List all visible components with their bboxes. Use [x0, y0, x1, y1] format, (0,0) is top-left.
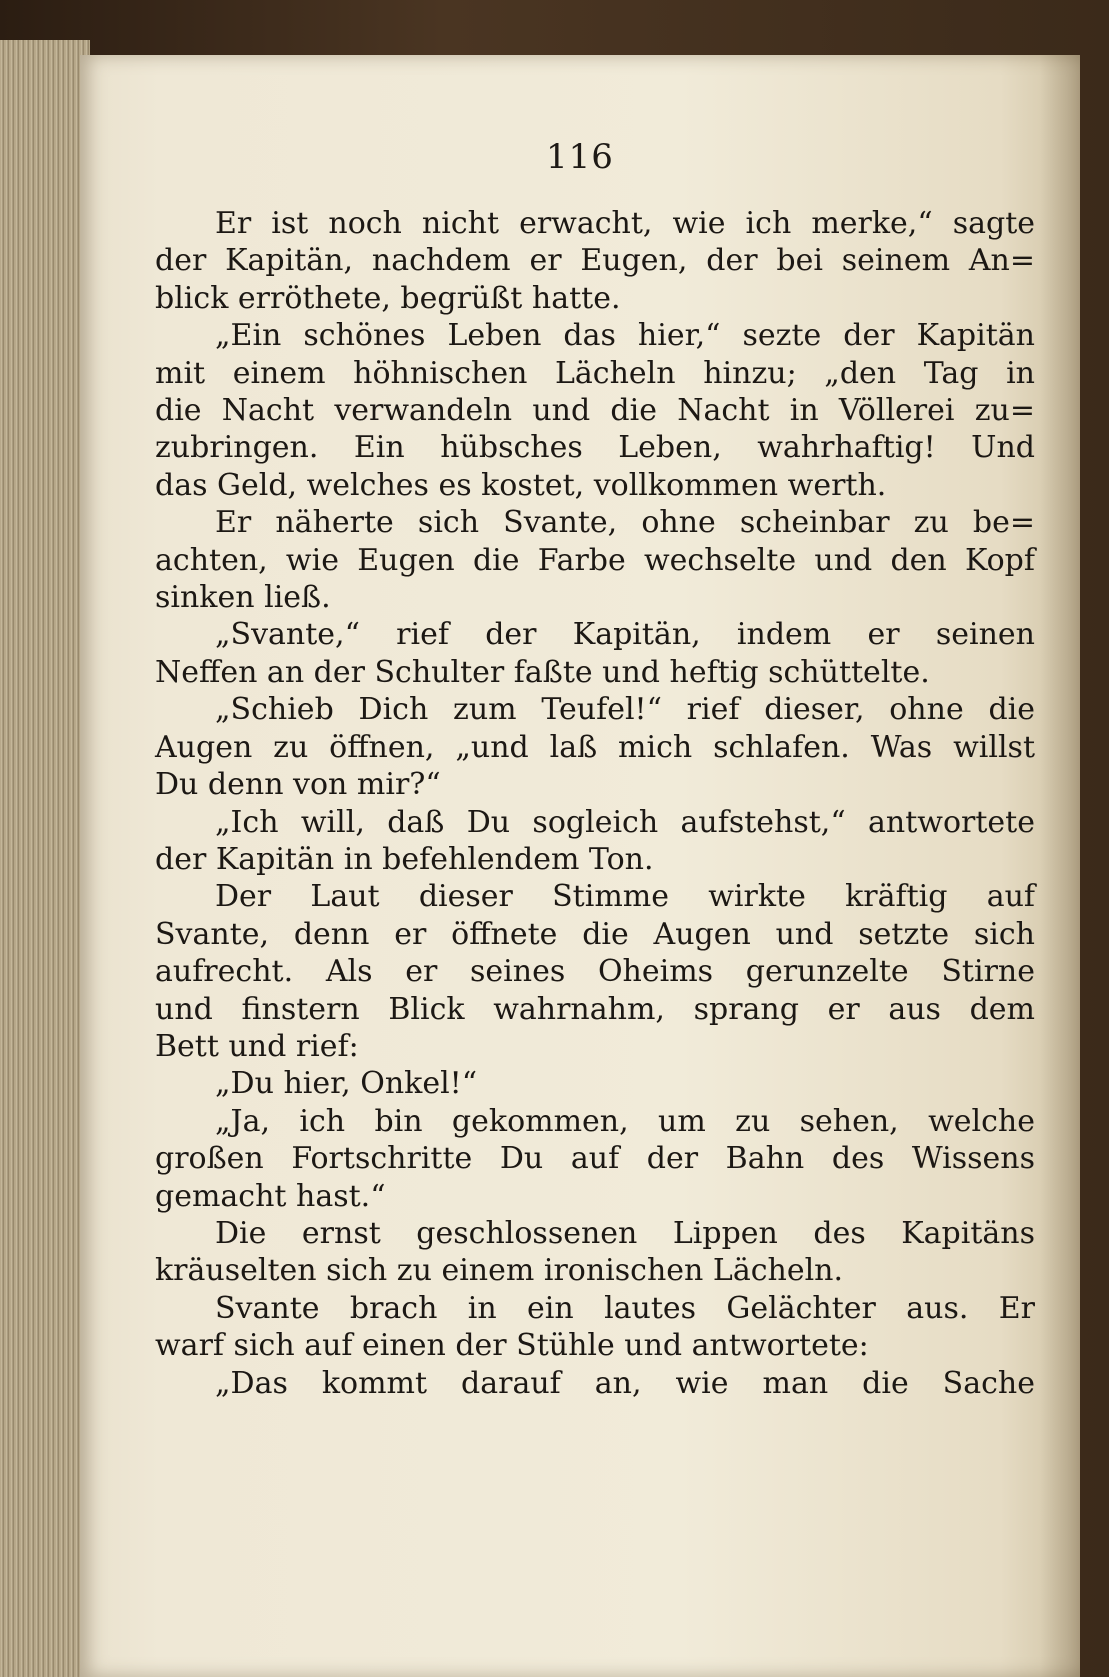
text-line: Svante, denn er öffnete die Augen und setzte sich [155, 916, 1035, 952]
text-line: „Ja, ich bin gekommen, um zu sehen, welche [215, 1103, 1035, 1139]
text-line: großen Fortschritte Du auf der Bahn des Wissens [155, 1141, 1035, 1177]
text-line: Svante brach in ein lautes Gelächter aus. Er [215, 1290, 1035, 1326]
text-line: Der Laut dieser Stimme wirkte kräftig auf [215, 879, 1035, 915]
text-line: der Kapitän in befehlendem Ton. [155, 841, 654, 877]
text-line: Augen zu öffnen, „und laß mich schlafen. Was willst [155, 729, 1035, 765]
text-line: die Nacht verwandeln und die Nacht in Völlerei zu= [155, 393, 1035, 429]
text-line: und finstern Blick wahrnahm, sprang er aus dem [155, 991, 1035, 1027]
text-line: sinken ließ. [155, 580, 331, 616]
text-line: gemacht hast.“ [155, 1178, 386, 1214]
text-line: mit einem höhnischen Lächeln hinzu; „den Tag in [155, 355, 1035, 391]
text-line: „Ich will, daß Du sogleich aufstehst,“ antwortete [215, 804, 1035, 840]
text-line: „Svante,“ rief der Kapitän, indem er seinen [215, 617, 1035, 653]
page-number: 116 [546, 137, 614, 177]
text-line: Er näherte sich Svante, ohne scheinbar zu be= [215, 505, 1035, 541]
page-edges [0, 40, 90, 1677]
page-text [155, 205, 1035, 1402]
text-line: aufrecht. Als er seines Oheims gerunzelte Stirne [155, 954, 1035, 990]
text-line: blick erröthete, begrüßt hatte. [155, 280, 621, 316]
text-line: Du denn von mir?“ [155, 767, 441, 803]
gutter-shadow [1040, 55, 1080, 1677]
text-line: zubringen. Ein hübsches Leben, wahrhaftig! Und [155, 430, 1035, 466]
text-line: Neffen an der Schulter faßte und heftig schüttelte. [155, 654, 930, 690]
text-line: kräuselten sich zu einem ironischen Lächeln. [155, 1253, 844, 1289]
text-line: „Ein schönes Leben das hier,“ sezte der Kapitän [215, 318, 1035, 354]
text-line: Er ist noch nicht erwacht, wie ich merke,“ sagte [215, 206, 1035, 241]
text-line: „Du hier, Onkel!“ [215, 1066, 478, 1102]
text-line: Bett und rief: [155, 1028, 359, 1064]
text-line: Die ernst geschlossenen Lippen des Kapitäns [215, 1215, 1035, 1251]
text-line: „Schieb Dich zum Teufel!“ rief dieser, ohne die [215, 692, 1035, 728]
text-line: der Kapitän, nachdem er Eugen, der bei seinem An= [155, 243, 1035, 279]
text-line: achten, wie Eugen die Farbe wechselte und den Kopf [155, 542, 1035, 578]
text-line: warf sich auf einen der Stühle und antwortete: [155, 1328, 869, 1364]
text-line: das Geld, welches es kostet, vollkommen werth. [155, 467, 887, 503]
text-line: „Das kommt darauf an, wie man die Sache [215, 1365, 1035, 1401]
